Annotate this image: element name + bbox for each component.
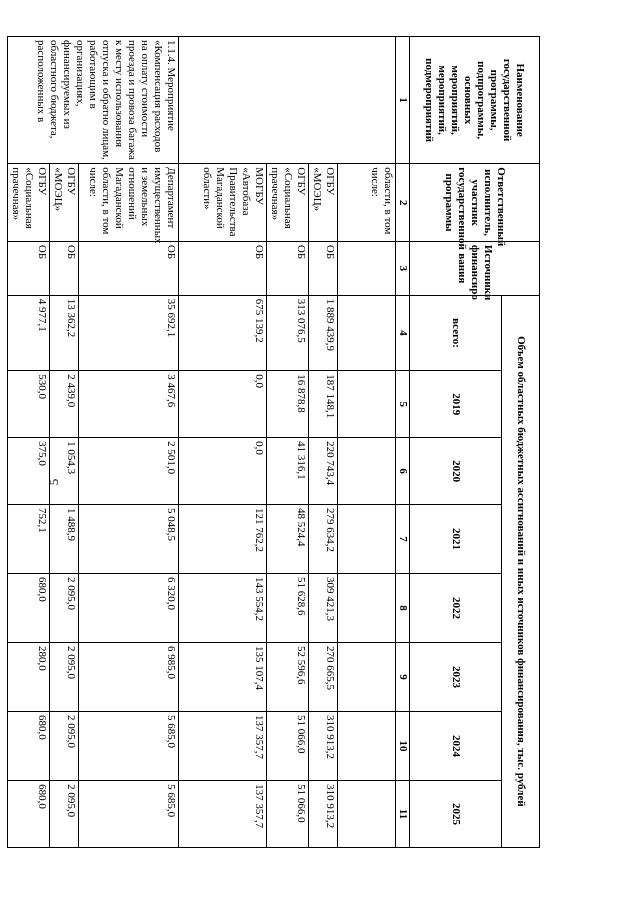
row-value-всего: bbox=[338, 295, 396, 370]
row-value-2020: 220 743,4 bbox=[309, 438, 338, 505]
row-value-2025: 51 066,0 bbox=[267, 781, 309, 848]
row-value-2019: 16 878,8 bbox=[267, 371, 309, 438]
row-value-всего:: 35 692,1 bbox=[79, 295, 179, 370]
row-value-2019: 187 148,1 bbox=[309, 371, 338, 438]
column-number-2: 2 bbox=[396, 164, 410, 242]
header-group: Объем областных бюджетных ассигнований и иных источников финансирования, тыс. рублей bbox=[502, 295, 540, 847]
row-value-2021: 279 634,2 bbox=[309, 505, 338, 574]
column-number-10: 10 bbox=[396, 712, 410, 781]
row-executor: ОГБУ «МОЭЦ» bbox=[309, 164, 338, 242]
row-executor: МОГБУ «Автобаза Правительства Магаданской области» bbox=[179, 164, 267, 242]
row-value-2023: 52 596,6 bbox=[267, 643, 309, 712]
row-value-2021: 48 524,4 bbox=[267, 505, 309, 574]
financing-table bbox=[7, 36, 540, 848]
row-value-2023: 135 107,4 bbox=[179, 643, 267, 712]
row-value-2019: 530,0 bbox=[8, 371, 50, 438]
row-value-2021 bbox=[338, 505, 396, 574]
row-source: ОБ bbox=[309, 241, 338, 295]
row-value-2022: 2 095,0 bbox=[50, 574, 79, 643]
row-value-2020: 0,0 bbox=[179, 438, 267, 505]
row-value-2021: 5 048,5 bbox=[79, 505, 179, 574]
row-value-2020: 2 501,0 bbox=[79, 438, 179, 505]
row-value-2019: 0,0 bbox=[179, 371, 267, 438]
row-value-2019: 2 439,0 bbox=[50, 371, 79, 438]
row-value-2022: 680,0 bbox=[8, 574, 50, 643]
column-number-4: 4 bbox=[396, 295, 410, 370]
row-executor: ОГБУ «Социальная прачечная» bbox=[8, 164, 50, 242]
table-row bbox=[338, 37, 396, 848]
row-value-всего:: 675 139,2 bbox=[179, 295, 267, 370]
column-number-5: 5 bbox=[396, 371, 410, 438]
header-year-1: 2019 bbox=[410, 371, 502, 438]
column-number-3: 3 bbox=[396, 241, 410, 295]
row-value-2024: 5 685,0 bbox=[79, 712, 179, 781]
row-source bbox=[338, 241, 396, 295]
row-value-2024: 2 095,0 bbox=[50, 712, 79, 781]
column-number-8: 8 bbox=[396, 574, 410, 643]
row-name: 1.1.4. Мероприятие «Компенсация расходов на оплату стоимости проезда и провоза багажа к месту использования отпуска и обратно лицам, работающим в организациях, финансируемых из областного бюджета, расположенных в bbox=[8, 37, 179, 164]
header-year-5: 2023 bbox=[410, 643, 502, 712]
row-value-2021: 1 488,9 bbox=[50, 505, 79, 574]
row-executor: области, в том числе: bbox=[338, 164, 396, 242]
row-value-2022: 6 320,0 bbox=[79, 574, 179, 643]
row-value-2025: 2 095,0 bbox=[50, 781, 79, 848]
row-value-2024: 137 357,7 bbox=[179, 712, 267, 781]
row-value-2024: 310 913,2 bbox=[309, 712, 338, 781]
row-source: ОБ bbox=[267, 241, 309, 295]
column-number-7: 7 bbox=[396, 505, 410, 574]
row-value-2022: 143 554,2 bbox=[179, 574, 267, 643]
row-executor: Департамент имущественных и земельных отношений Магаданской области, в том числе: bbox=[79, 164, 179, 242]
row-name bbox=[179, 37, 396, 164]
row-value-2025: 680,0 bbox=[8, 781, 50, 848]
column-number-6: 6 bbox=[396, 438, 410, 505]
row-value-2020: 375,0 bbox=[8, 438, 50, 505]
header-year-2: 2020 bbox=[410, 438, 502, 505]
header-year-6: 2024 bbox=[410, 712, 502, 781]
header-year-4: 2022 bbox=[410, 574, 502, 643]
row-source: ОБ bbox=[79, 241, 179, 295]
header-source: Источники финансиро вания bbox=[410, 241, 540, 295]
header-year-7: 2025 bbox=[410, 781, 502, 848]
row-value-2021: 121 762,2 bbox=[179, 505, 267, 574]
row-value-2020: 1 054,3 bbox=[50, 438, 79, 505]
row-value-2025: 137 357,7 bbox=[179, 781, 267, 848]
column-number-11: 11 bbox=[396, 781, 410, 848]
header-executor: Ответственный исполнитель, участник государственной программы bbox=[410, 164, 540, 242]
column-number-1: 1 bbox=[396, 37, 410, 164]
row-value-всего:: 313 076,5 bbox=[267, 295, 309, 370]
row-value-всего:: 4 977,1 bbox=[8, 295, 50, 370]
row-value-2023: 280,0 bbox=[8, 643, 50, 712]
row-value-2023: 2 095,0 bbox=[50, 643, 79, 712]
row-value-2023 bbox=[338, 643, 396, 712]
row-source: ОБ bbox=[179, 241, 267, 295]
row-executor: ОГБУ «Социальная прачечная» bbox=[267, 164, 309, 242]
row-value-2020 bbox=[338, 438, 396, 505]
row-value-2019 bbox=[338, 371, 396, 438]
table-row bbox=[79, 37, 179, 848]
row-value-2022 bbox=[338, 574, 396, 643]
page-number: 5 bbox=[46, 478, 61, 486]
row-value-2024 bbox=[338, 712, 396, 781]
header-year-3: 2021 bbox=[410, 505, 502, 574]
row-value-2021: 752,1 bbox=[8, 505, 50, 574]
row-value-2022: 309 421,3 bbox=[309, 574, 338, 643]
column-number-9: 9 bbox=[396, 643, 410, 712]
row-value-всего:: 13 362,2 bbox=[50, 295, 79, 370]
row-source: ОБ bbox=[8, 241, 50, 295]
row-value-2025: 5 685,0 bbox=[79, 781, 179, 848]
row-value-2020: 41 316,1 bbox=[267, 438, 309, 505]
row-value-2022: 51 628,6 bbox=[267, 574, 309, 643]
row-value-всего:: 1 889 439,9 bbox=[309, 295, 338, 370]
row-value-2019: 3 467,6 bbox=[79, 371, 179, 438]
row-value-2025 bbox=[338, 781, 396, 848]
rotated-table-area bbox=[10, 36, 540, 848]
row-value-2024: 51 066,0 bbox=[267, 712, 309, 781]
row-value-2023: 6 985,0 bbox=[79, 643, 179, 712]
row-value-2023: 270 665,5 bbox=[309, 643, 338, 712]
row-value-2024: 680,0 bbox=[8, 712, 50, 781]
row-value-2025: 310 913,2 bbox=[309, 781, 338, 848]
row-executor: ОГБУ «МОЭЦ» bbox=[50, 164, 79, 242]
header-name: Наименование государственной программы, подпрограммы, основных мероприятий, мероприятий, подмероприятий bbox=[410, 37, 540, 164]
row-source: ОБ bbox=[50, 241, 79, 295]
header-year-0: всего: bbox=[410, 295, 502, 370]
